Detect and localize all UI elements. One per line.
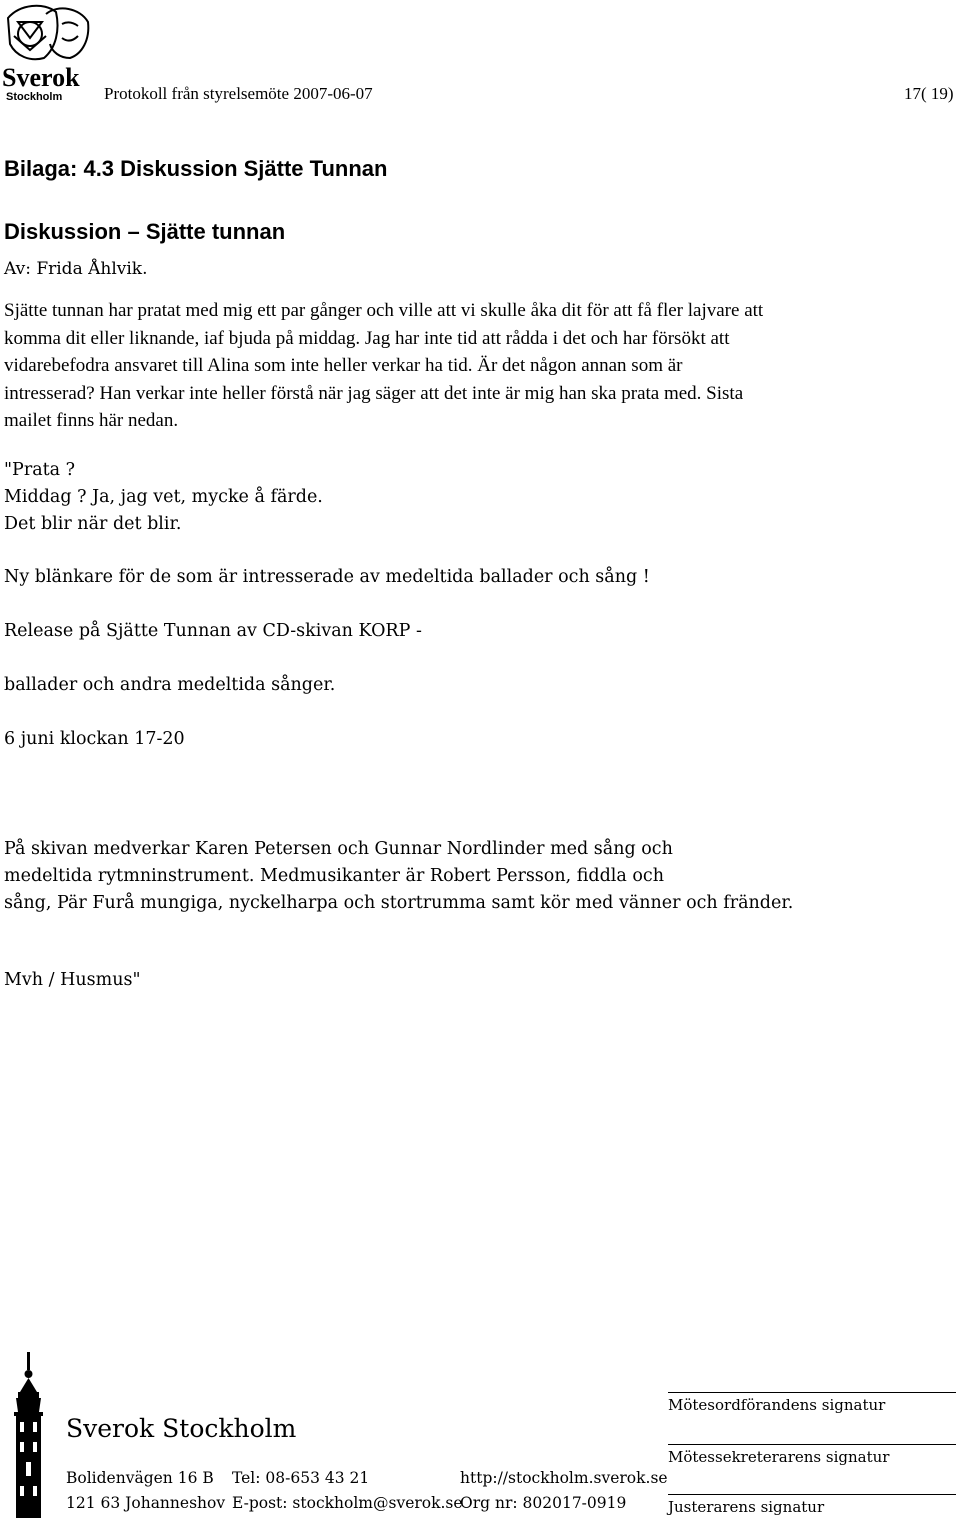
footer-postal: 121 63 Johanneshov bbox=[66, 1494, 226, 1512]
mail-line: Det blir när det blir. bbox=[4, 514, 182, 534]
discussion-heading: Diskussion – Sjätte tunnan bbox=[4, 219, 286, 244]
footer-email[interactable]: E-post: stockholm@sverok.se bbox=[232, 1494, 463, 1512]
appendix-heading: Bilaga: 4.3 Diskussion Sjätte Tunnan bbox=[4, 156, 388, 181]
paragraph-line: vidarebefodra ansvaret till Alina som inte heller verkar ha tid. Är det någon annan som är bbox=[4, 355, 683, 376]
signature-line bbox=[668, 1444, 956, 1445]
mail-line: "Prata ? bbox=[4, 460, 76, 480]
mail-line: 6 juni klockan 17-20 bbox=[4, 729, 185, 749]
signature-label-chair: Mötesordförandens signatur bbox=[668, 1396, 886, 1414]
mail-line: Release på Sjätte Tunnan av CD-skivan KORP - bbox=[4, 621, 422, 641]
paragraph-line: mailet finns här nedan. bbox=[4, 410, 179, 431]
author-line: Av: Frida Åhlvik. bbox=[4, 259, 148, 279]
paragraph-line: Sjätte tunnan har pratat med mig ett par gånger och ville att vi skulle åka dit för att få fler lajvare att bbox=[4, 300, 764, 321]
mail-closing: Mvh / Husmus" bbox=[4, 970, 141, 990]
svg-text:Stockholm: Stockholm bbox=[6, 91, 63, 103]
mail-line: ballader och andra medeltida sånger. bbox=[4, 675, 336, 695]
signature-label-adjuster: Justerarens signatur bbox=[668, 1498, 825, 1516]
body-paragraph bbox=[4, 297, 958, 435]
footer-address: Bolidenvägen 16 B bbox=[66, 1469, 214, 1487]
organization-name: Sverok Stockholm bbox=[66, 1414, 297, 1443]
mail-line: Ny blänkare för de som är intresserade av medeltida ballader och sång ! bbox=[4, 567, 650, 587]
header-title: Protokoll från styrelsemöte 2007-06-07 bbox=[104, 84, 373, 103]
footer-org-number: Org nr: 802017-0919 bbox=[460, 1494, 627, 1512]
paragraph-line: intresserad? Han verkar inte heller förstå när jag säger att det inte är mig han ska prata med. Sista bbox=[4, 382, 744, 404]
city-hall-tower-icon bbox=[4, 1352, 54, 1518]
paragraph-line: På skivan medverkar Karen Petersen och Gunnar Nordlinder med sång och bbox=[4, 839, 673, 859]
svg-text:Sverok: Sverok bbox=[2, 63, 80, 92]
paragraph-line: komma dit eller liknande, iaf bjuda på middag. Jag har inte tid att rådda i det och har försökt att bbox=[4, 327, 730, 349]
paragraph-line: sång, Pär Furå mungiga, nyckelharpa och stortrumma samt kör med vänner och fränder. bbox=[4, 893, 794, 913]
signature-label-secretary: Mötessekreterarens signatur bbox=[668, 1448, 890, 1466]
signature-line bbox=[668, 1392, 956, 1393]
signature-line bbox=[668, 1494, 956, 1495]
footer-phone: Tel: 08-653 43 21 bbox=[232, 1469, 370, 1487]
paragraph-line: medeltida rytmninstrument. Medmusikanter är Robert Persson, fiddla och bbox=[4, 866, 665, 886]
page-number: 17( 19) bbox=[904, 84, 954, 103]
mail-paragraph bbox=[4, 836, 793, 917]
sverok-logo bbox=[0, 0, 96, 104]
mail-line: Middag ? Ja, jag vet, mycke å färde. bbox=[4, 487, 323, 507]
footer-website-link[interactable]: http://stockholm.sverok.se bbox=[460, 1469, 668, 1487]
